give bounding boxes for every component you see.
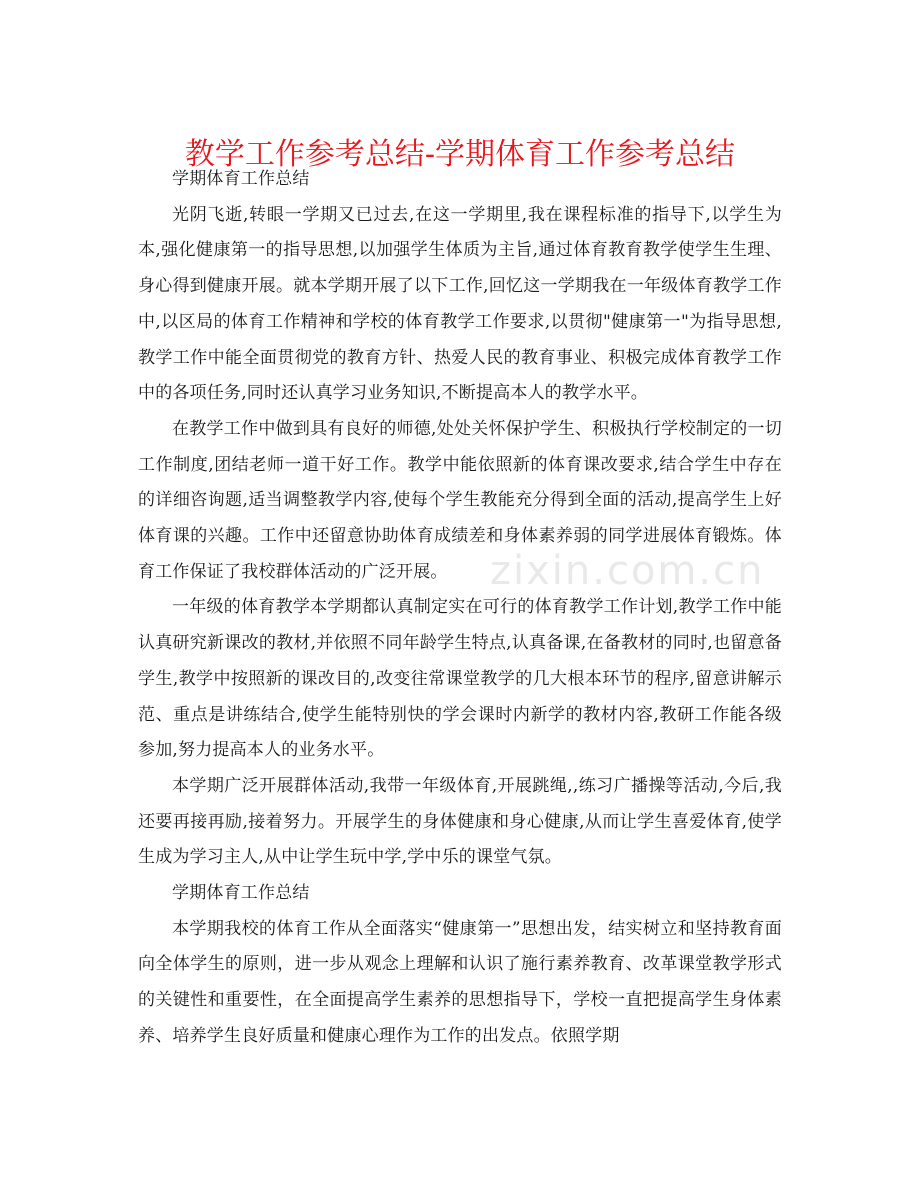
watermark: zixin.com.cn	[490, 548, 765, 594]
paragraph-3: 一年级的体育教学本学期都认真制定实在可行的体育教学工作计划,教学工作中能认真研究新课改的教材,并依照不同年龄学生特点,认真备课,在备教材的同时,也留意备学生,教学中按照新的课改目的,改变往常课堂教学的几大根本环节的程序,留意讲解示范、重点是讲练结合,使学生能特别快的学会课时内新学的教材内容,教研工作能各级参加,努力提高本人的业务水平。	[138, 597, 782, 761]
paragraph-5: 本学期我校的体育工作从全面落实“健康第一”思想出发，结实树立和坚持教育面向全体学生的原则，进一步从观念上理解和认识了施行素养教育、改革课堂教学形式的关键性和重要性，在全面提高学生素养的思想指导下，学校一直把提高学生身体素养、培养学生良好质量和健康心理作为工作的出发点。依照学期	[138, 918, 782, 1046]
paragraph-2: 在教学工作中做到具有良好的师德,处处关怀保护学生、积极执行学校制定的一切工作制度,团结老师一道干好工作。教学中能依照新的体育课改要求,结合学生中存在的详细咨询题,适当调整教学内容,使每个学生教能充分得到全面的活动,提高学生上好体育课的兴趣。工作中还留意协助体育成绩差和身体素养弱的同学进展体育锻炼。体育工作保证了我校群体活动的广泛开展。	[138, 418, 782, 582]
section-heading-2: 学期体育工作总结	[172, 883, 310, 904]
paragraph-1: 光阴飞逝,转眼一学期又已过去,在这一学期里,我在课程标准的指导下,以学生为本,强化健康第一的指导思想,以加强学生体质为主旨,通过体育教育教学使学生生理、身心得到健康开展。就本学期开展了以下工作,回忆这一学期我在一年级体育教学工作中,以区局的体育工作精神和学校的体育教学工作要求,以贯彻"健康第一"为指导思想,教学工作中能全面贯彻党的教育方针、热爱人民的教育事业、积极完成体育教学工作中的各项任务,同时还认真学习业务知识,不断提高本人的教学水平。	[138, 204, 782, 404]
document-title: 教学工作参考总结-学期体育工作参考总结	[184, 137, 736, 173]
document-body	[138, 162, 782, 1055]
section-heading-1: 学期体育工作总结	[172, 169, 310, 189]
paragraph-4: 本学期广泛开展群体活动,我带一年级体育,开展跳绳,,练习广播操等活动,今后,我还要再接再励,接着努力。开展学生的身体健康和身心健康,从而让学生喜爱体育,使学生成为学习主人,从中让学生玩中学,学中乐的课堂气氛。	[138, 775, 782, 868]
